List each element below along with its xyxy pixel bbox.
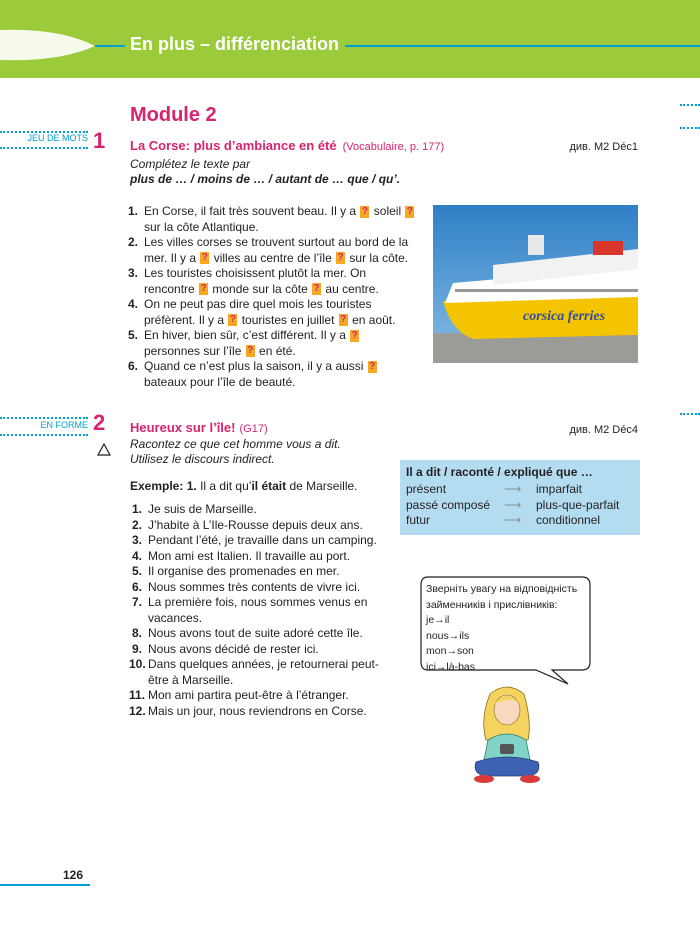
tense-to: imparfait <box>536 482 583 496</box>
exercise-1-list <box>128 204 418 390</box>
item-number: 5. <box>132 564 143 578</box>
list-item <box>128 204 418 235</box>
instruction-line: Utilisez le discours indirect. <box>130 452 275 466</box>
item-text: Mon ami est Italien. Il travaille au port. <box>148 548 351 563</box>
bubble-line: Зверніть увагу на відповідність <box>426 583 578 595</box>
exercise-2-list <box>129 502 382 719</box>
item-number: 4. <box>132 548 143 563</box>
example-line <box>130 479 358 493</box>
item-text: Les touristes choisissent plutôt la mer. On rencontre <box>144 266 367 296</box>
side-dots-top <box>0 131 88 133</box>
bubble-line: займенників і прислівників: <box>426 598 558 611</box>
instruction <box>130 157 400 187</box>
blank-marker: ? <box>351 329 358 341</box>
arrow-icon: ⟶ <box>504 497 522 512</box>
cross-reference: див. M2 Déc4 <box>569 424 638 436</box>
item-text: Les villes corses se trouvent surtout au bord de la mer. Il y a <box>144 235 409 265</box>
tense-to: plus-que-parfait <box>536 497 620 512</box>
pronoun-pair <box>426 660 577 676</box>
pair-from: je <box>426 614 435 626</box>
item-text: bateaux pour l’île de beauté. <box>144 374 296 389</box>
grammar-box-heading: Il a dit / raconté / expliqué que … <box>406 465 593 479</box>
item-text: villes au centre de l’île <box>210 250 336 265</box>
side-label-jeu-de-mots: JEU DE MOTS <box>27 133 88 143</box>
item-text: En hiver, bien sûr, c’est différent. Il y a <box>144 328 350 342</box>
item-number: 10. <box>129 657 146 671</box>
list-item <box>132 549 382 565</box>
exercise-reference: (Vocabulaire, p. 177) <box>342 141 445 153</box>
item-text: soleil <box>370 204 405 218</box>
exercise-title-text: La Corse: plus d’ambiance en été <box>130 138 337 153</box>
item-text: en août. <box>348 312 396 327</box>
ferry-photo <box>433 205 638 363</box>
tense-from: présent <box>406 482 447 496</box>
list-item <box>132 564 382 580</box>
blank-marker: ? <box>313 283 320 295</box>
item-number: 1. <box>128 204 139 218</box>
item-text: sur la côte Atlantique. <box>144 219 259 234</box>
item-number: 9. <box>132 641 143 656</box>
arrow-icon: → <box>446 645 457 657</box>
list-item <box>132 626 382 642</box>
item-text: Dans quelques années, je retournerai peut-être à Marseille. <box>148 657 379 687</box>
item-text: Pendant l’été, je travaille dans un camping. <box>148 533 377 547</box>
item-number: 6. <box>128 359 139 373</box>
pair-to: son <box>456 645 474 657</box>
right-dots <box>680 104 700 106</box>
item-text: au centre. <box>322 281 379 296</box>
example-text: Il a dit qu’ <box>200 479 252 493</box>
item-number: 2. <box>128 235 139 249</box>
exercise-title <box>130 138 444 153</box>
photo-caption: corsica ferries <box>523 309 606 324</box>
list-item <box>132 580 382 596</box>
side-dots-top <box>0 417 88 419</box>
grammar-box <box>400 460 640 535</box>
example-bold: il était <box>251 479 287 493</box>
tense-to: conditionnel <box>536 513 601 527</box>
blank-marker: ? <box>361 205 368 217</box>
arrow-icon: ⟶ <box>504 513 522 527</box>
blank-marker: ? <box>229 314 236 326</box>
cross-reference: див. M2 Déc1 <box>569 141 638 153</box>
item-number: 12. <box>129 703 146 718</box>
item-number: 1. <box>132 502 143 516</box>
list-item <box>132 502 382 518</box>
item-text: Nous avons tout de suite adoré cette île. <box>148 626 363 640</box>
item-text: Quand ce n’est plus la saison, il y a aussi <box>144 359 367 373</box>
pair-to: là-bas <box>446 660 476 673</box>
item-text: en été. <box>255 343 296 358</box>
item-text: Mon ami partira peut-être à l’étranger. <box>148 688 349 702</box>
list-item <box>132 642 382 658</box>
arrow-icon: → <box>448 629 460 642</box>
difficulty-triangle-icon <box>97 443 111 456</box>
example-text-end: de Marseille. <box>286 479 358 493</box>
blank-marker: ? <box>406 205 413 217</box>
page-number: 126 <box>63 868 84 882</box>
item-text: sur la côte. <box>346 250 409 265</box>
blank-marker: ? <box>201 252 208 264</box>
item-text: Je suis de Marseille. <box>148 502 257 516</box>
banner-decoration <box>0 0 700 78</box>
list-item <box>128 235 418 266</box>
blank-marker: ? <box>247 345 254 357</box>
exercise-number: 1 <box>93 128 106 153</box>
item-number: 5. <box>128 328 139 342</box>
list-item <box>128 328 418 359</box>
list-item <box>129 657 382 688</box>
item-text: J’habite à L’Ile-Rousse depuis deux ans. <box>148 517 363 532</box>
item-number: 4. <box>128 297 139 311</box>
item-number: 8. <box>132 626 143 640</box>
list-item <box>128 359 418 390</box>
example-number: 1. <box>186 479 197 493</box>
pair-to: ils <box>459 629 470 642</box>
arrow-icon: ⟶ <box>504 482 522 496</box>
item-number: 11. <box>129 688 146 702</box>
speech-bubble-text <box>426 582 577 675</box>
list-item <box>132 518 382 534</box>
exercise-number: 2 <box>93 410 106 435</box>
list-item <box>128 297 418 328</box>
blank-marker: ? <box>369 360 376 372</box>
pair-from: ici <box>426 660 436 673</box>
module-title: Module 2 <box>130 104 217 126</box>
item-text: monde sur la côte <box>209 281 312 296</box>
item-number: 6. <box>132 579 143 594</box>
item-text: Mais un jour, nous reviendrons en Corse. <box>148 703 367 718</box>
pronoun-pair <box>426 613 577 629</box>
item-text: personnes sur l’île <box>144 343 245 358</box>
side-label-en-forme: EN FORME <box>40 420 88 430</box>
blank-marker: ? <box>340 314 347 326</box>
page-title: En plus – différenciation <box>130 34 340 54</box>
item-number: 3. <box>128 266 139 280</box>
header-banner <box>0 0 700 78</box>
tense-from: passé composé <box>406 497 491 512</box>
blank-marker: ? <box>200 283 207 295</box>
item-number: 3. <box>132 533 143 547</box>
side-dots-bottom <box>0 147 88 149</box>
instruction-line: Racontez ce que cet homme vous a dit. <box>130 437 341 451</box>
girl-illustration <box>462 682 552 787</box>
right-dots <box>680 127 700 129</box>
list-item <box>129 703 382 720</box>
item-text: En Corse, il fait très souvent beau. Il y a <box>144 204 360 218</box>
instruction <box>130 437 341 467</box>
list-item <box>132 533 382 549</box>
instruction-line: Complétez le texte par <box>130 157 251 171</box>
side-dots-bottom <box>0 434 88 436</box>
pronoun-pair <box>426 629 577 645</box>
exercise-reference: (G17) <box>239 423 268 435</box>
item-number: 7. <box>132 595 143 609</box>
item-text: On ne peut pas dire quel mois les touristes préfèrent. Il y a <box>144 297 372 327</box>
tense-from: futur <box>406 513 431 527</box>
item-number: 2. <box>132 517 143 532</box>
pair-from: nous <box>426 629 449 642</box>
instruction-line <box>130 172 400 187</box>
pronoun-pair <box>426 644 577 660</box>
arrow-icon: → <box>435 660 447 673</box>
exercise-title <box>130 420 268 435</box>
item-text: La première fois, nous sommes venus en vacances. <box>148 595 368 625</box>
example-label: Exemple: <box>130 479 184 493</box>
list-item <box>132 595 382 626</box>
blank-marker: ? <box>337 252 344 264</box>
item-text: Il organise des promenades en mer. <box>148 564 340 578</box>
pair-to: il <box>444 614 450 626</box>
list-item <box>128 266 418 297</box>
item-text: Nous sommes très contents de vivre ici. <box>148 579 361 594</box>
item-text: touristes en juillet <box>238 312 338 327</box>
arrow-icon: → <box>434 614 445 626</box>
right-dots <box>680 413 700 415</box>
page-number-line <box>0 884 90 886</box>
item-text: Nous avons décidé de rester ici. <box>148 641 319 656</box>
list-item <box>129 688 382 704</box>
instruction-bold: plus de … / moins de … / autant de … que / qu’. <box>130 172 401 186</box>
exercise-title-text: Heureux sur l’île! <box>130 420 236 435</box>
pair-from: mon <box>426 645 447 657</box>
